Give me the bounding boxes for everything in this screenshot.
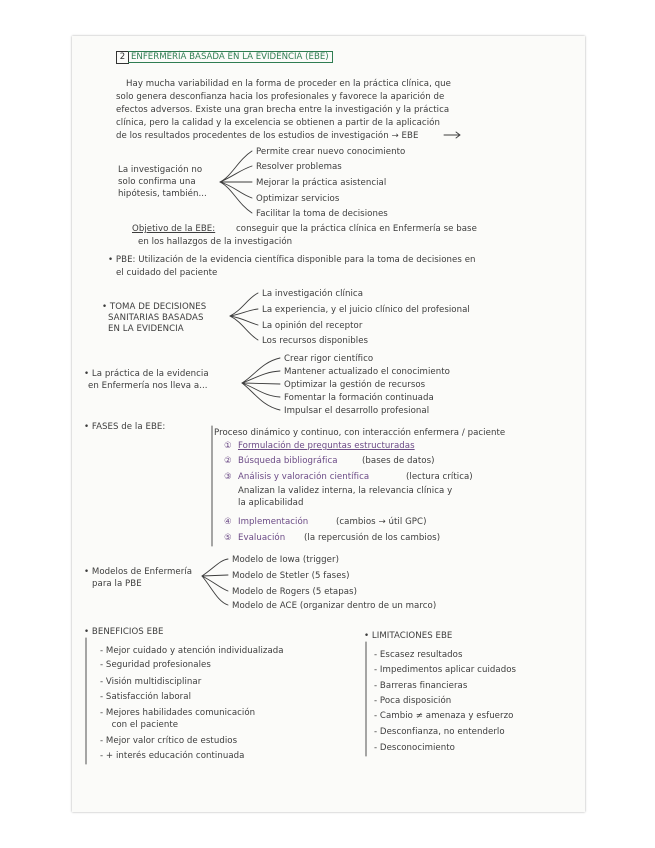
research-item: Resolver problemas [256, 162, 342, 172]
research-left: solo confirma una [118, 177, 196, 187]
beneficio-item: - Mejor valor crítico de estudios [100, 736, 238, 746]
toma-left: SANITARIAS BASADAS [108, 313, 204, 323]
practica-item: Impulsar el desarrollo profesional [284, 406, 430, 416]
practica-left: • La práctica de la evidencia [84, 369, 209, 379]
fase-name: Búsqueda bibliográfica [238, 456, 338, 466]
section-number: 2 [116, 51, 129, 64]
intro-line: clínica, pero la calidad y la excelencia se obtienen a partir de la aplicación [116, 118, 440, 128]
modelos-left: para la PBE [92, 579, 142, 589]
limitacion-item: - Poca disposición [374, 696, 452, 706]
beneficio-item: - Mejores habilidades comunicación [100, 708, 256, 718]
intro-line: de los resultados procedentes de los estudios de investigación → EBE [116, 131, 419, 141]
research-item: Optimizar servicios [256, 194, 340, 204]
section-title: ENFERMERÍA BASADA EN LA EVIDENCIA (EBE) [128, 51, 333, 63]
beneficio-item: - Visión multidisciplinar [100, 677, 202, 687]
beneficios-label: • BENEFICIOS EBE [84, 627, 164, 637]
modelos-left: • Modelos de Enfermería [84, 567, 193, 577]
research-item: Mejorar la práctica asistencial [256, 178, 387, 188]
limitacion-item: - Cambio ≠ amenaza y esfuerzo [374, 711, 514, 721]
fase-note: (lectura crítica) [406, 472, 473, 482]
modelo-item: Modelo de Stetler (5 fases) [232, 571, 350, 581]
practica-item: Crear rigor científico [284, 354, 374, 364]
practica-left: en Enfermería nos lleva a... [88, 381, 208, 391]
modelo-item: Modelo de Iowa (trigger) [232, 555, 340, 565]
beneficio-item: con el paciente [106, 720, 179, 730]
fase-number: ④ [224, 517, 232, 527]
fase-name: Análisis y valoración científica [238, 472, 370, 482]
fase-detail: la aplicabilidad [238, 498, 304, 508]
research-left: La investigación no [118, 165, 203, 175]
practica-item: Mantener actualizado el conocimiento [284, 367, 450, 377]
research-left: hipótesis, también... [118, 189, 207, 199]
beneficio-item: - + interés educación continuada [100, 751, 245, 761]
limitacion-item: - Impedimentos aplicar cuidados [374, 665, 517, 675]
intro-line: Hay mucha variabilidad en la forma de proceder en la práctica clínica, que [126, 79, 452, 89]
fase-number: ② [224, 456, 232, 466]
arrow-icon [444, 132, 460, 138]
toma-left: • TOMA DE DECISIONES [102, 302, 207, 312]
fase-note: (cambios → útil GPC) [336, 517, 427, 527]
notebook-page [72, 36, 585, 812]
objetivo-text: conseguir que la práctica clínica en Enfermería se base [236, 224, 477, 234]
fase-note: (la repercusión de los cambios) [304, 533, 441, 543]
fase-number: ⑤ [224, 533, 232, 543]
beneficio-item: - Satisfacción laboral [100, 692, 192, 702]
research-item: Facilitar la toma de decisiones [256, 209, 388, 219]
intro-line: solo genera desconfianza hacia los profesionales y favorece la aparición de [116, 92, 445, 102]
toma-item: Los recursos disponibles [262, 336, 369, 346]
fase-detail: Analizan la validez interna, la relevancia clínica y [238, 486, 453, 496]
practica-item: Optimizar la gestión de recursos [284, 380, 426, 390]
limitacion-item: - Escasez resultados [374, 650, 463, 660]
pbe-definition: • PBE: Utilización de la evidencia científica disponible para la toma de decisiones en [108, 255, 476, 265]
bracket-arrows [72, 36, 585, 812]
fase-name: Formulación de preguntas estructuradas [238, 441, 415, 451]
fases-label: • FASES de la EBE: [84, 422, 166, 432]
toma-item: La investigación clínica [262, 289, 364, 299]
toma-item: La opinión del receptor [262, 321, 363, 331]
fases-intro: Proceso dinámico y continuo, con interacción enfermera / paciente [214, 428, 506, 438]
fase-note: (bases de datos) [362, 456, 435, 466]
modelo-item: Modelo de ACE (organizar dentro de un marco) [232, 601, 437, 611]
objetivo-label: Objetivo de la EBE: [132, 224, 216, 234]
fase-number: ① [224, 441, 232, 451]
fase-name: Evaluación [238, 533, 286, 543]
practica-item: Fomentar la formación continuada [284, 393, 434, 403]
toma-left: EN LA EVIDENCIA [108, 324, 184, 334]
limitaciones-label: • LIMITACIONES EBE [364, 631, 453, 641]
modelo-item: Modelo de Rogers (5 etapas) [232, 587, 357, 597]
beneficio-item: - Mejor cuidado y atención individualizada [100, 646, 284, 656]
toma-item: La experiencia, y el juicio clínico del profesional [262, 305, 470, 315]
limitacion-item: - Desconfianza, no entenderlo [374, 727, 505, 737]
intro-line: efectos adversos. Existe una gran brecha entre la investigación y la práctica [116, 105, 450, 115]
limitacion-item: - Desconocimiento [374, 743, 455, 753]
fase-name: Implementación [238, 517, 309, 527]
fase-number: ③ [224, 472, 232, 482]
beneficio-item: - Seguridad profesionales [100, 660, 211, 670]
objetivo-text: en los hallazgos de la investigación [138, 237, 293, 247]
limitacion-item: - Barreras financieras [374, 681, 468, 691]
pbe-definition: el cuidado del paciente [116, 268, 218, 278]
research-item: Permite crear nuevo conocimiento [256, 147, 406, 157]
